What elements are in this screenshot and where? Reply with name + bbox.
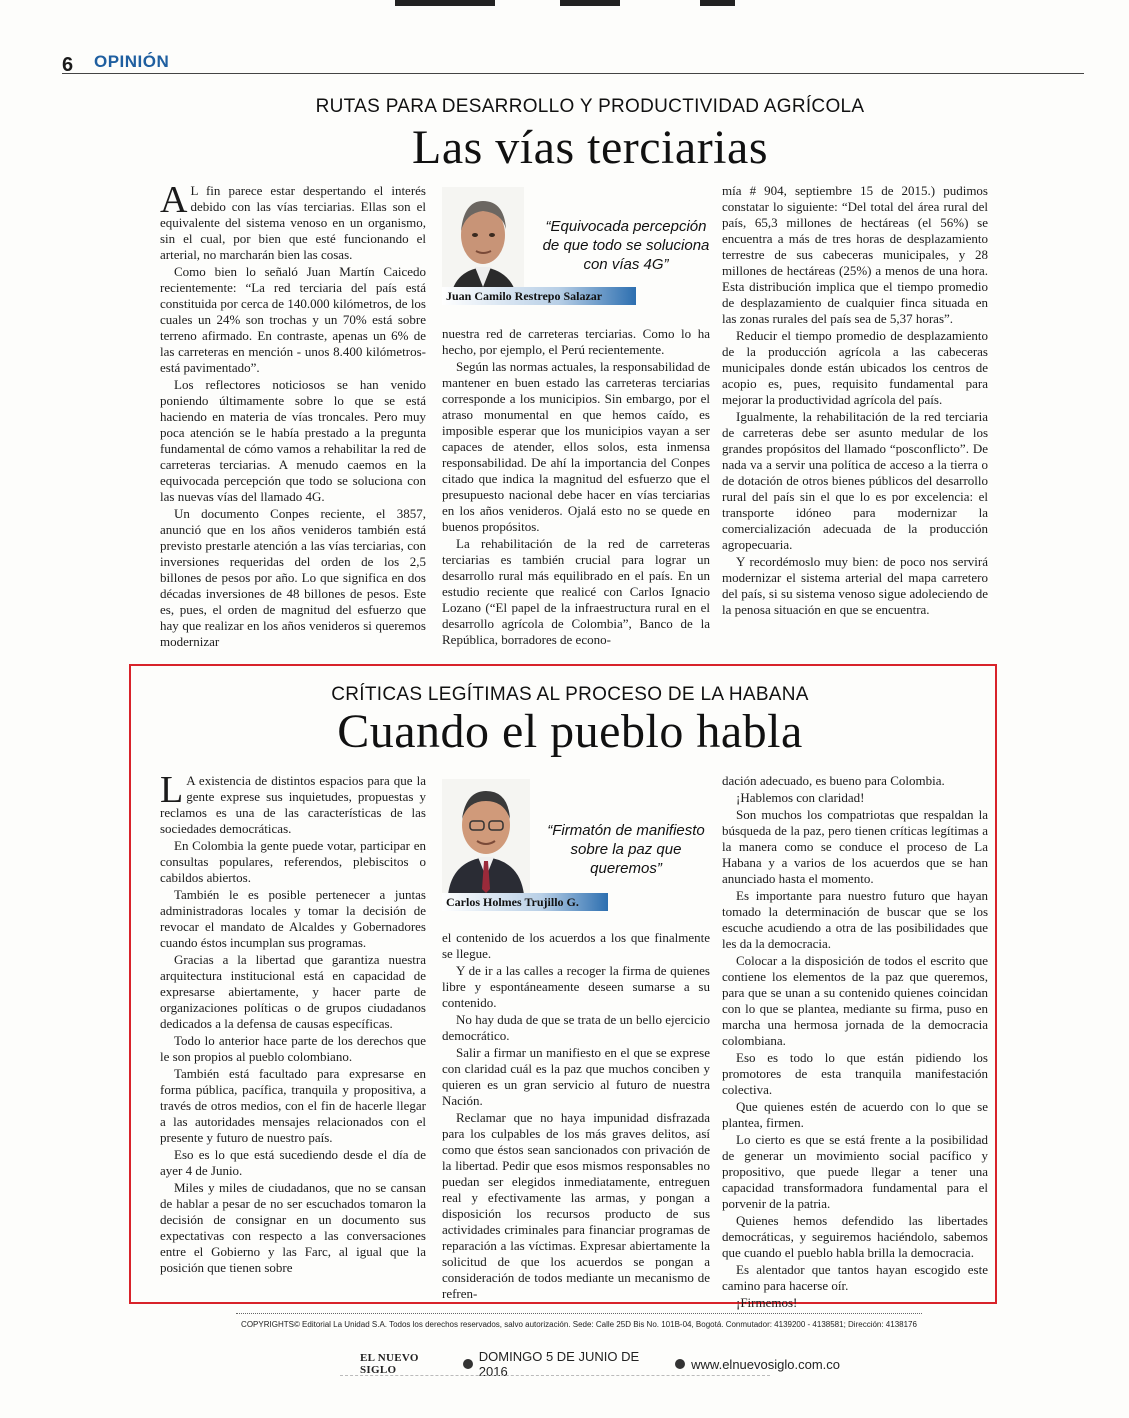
article2-quote-box [442,777,710,909]
paragraph: Y de ir a las calles a recoger la firma de quienes libre y espontáneamente deseen sumarse a su contenido. [442,963,710,1010]
paragraph: Reducir el tiempo promedio de desplazamiento de la producción agrícola a las cabeceras municipales donde están ubicados los centros de acopio es, pues, requisito fundamental para mejorar la productividad agrícola del país. [722,328,988,407]
article2-column-2 [442,930,710,1303]
paragraph: mía # 904, septiembre 15 de 2015.) pudimos constatar lo siguiente: “Del total del área rural del país, 65,3 millones de hectáreas (el 56%) se encuentra a más de tres horas de desplazamiento terrestre de sus cabeceras municipales, y 28 millones de hectáreas (25%) a menos de una hora. Esta distribución implica que el tiempo promedio de desplazamiento de cualquier finca situada en las zonas rurales del país sea de 5,37 horas”. [722,183,988,326]
paragraph: el contenido de los acuerdos a los que finalmente se llegue. [442,930,710,961]
article2-col1-first: A existencia de distintos espacios para que la gente exprese sus inquietudes, propuestas y reclamos es una de las características de las sociedades democráticas. [160,773,426,836]
footer-date: DOMINGO 5 DE JUNIO DE 2016 [478,1349,640,1379]
article1-byline: Juan Camilo Restrepo Salazar [442,287,636,305]
paragraph: nuestra red de carreteras terciarias. Como lo ha hecho, por ejemplo, el Perú recientemente. [442,326,710,357]
article1-dropcap: A [160,179,188,221]
article2-column-1 [160,769,426,1277]
paragraph: Salir a firmar un manifiesto en el que se exprese con claridad cuál es la paz que muchos conciben y quieren es un gran servicio al futuro de nuestra Nación. [442,1045,710,1108]
page-footer [360,1349,840,1379]
bullet-icon [463,1359,473,1369]
paragraph: Según las normas actuales, la responsabilidad de mantener en buen estado las carreteras terciarias corresponde a los municipios. Sin embargo, por el atraso monumental en que hemos caído, es imposible esperar que los municipios vayan a ser capaces de atender, ellos solos, esta inmensa responsabilidad. De ahí la importancia del Conpes citado que indica la magnitud del esfuerzo que el presupuesto nacional debe hacer en vías terciarias en los años venideros. Ojalá esto no se quede en buenos propósitos. [442,359,710,534]
paragraph: Eso es lo que está sucediendo desde el día de ayer 4 de Junio. [160,1147,426,1178]
paragraph: Quienes hemos defendido las libertades democráticas, y seguiremos haciéndolo, sabemos que cuando el pueblo habla brilla la democracia. [722,1213,988,1260]
paragraph: ¡Firmemos! [736,1295,798,1310]
paragraph: La rehabilitación de la red de carreteras terciarias es también crucial para lograr un desarrollo rural más equilibrado en el país. En un estudio reciente que realicé con Carlos Ignacio Lozano (“El papel de la infraestructura rural en el desarrollo agrícola de Colombia”, Banco de la República, borradores de econo- [442,536,710,647]
paragraph: Y recordémoslo muy bien: de poco nos servirá modernizar el sistema arterial del mapa carretero del país, si su sistema venoso sigue adoleciendo de la penosa situación en que se encuentra. [722,554,988,617]
paragraph: Que quienes estén de acuerdo con lo que se plantea, firmen. [722,1099,988,1130]
article1-column-2 [442,326,710,649]
paragraph: Es importante para nuestro futuro que hayan tomado la determinación de buscar que se los escuche acudiendo a otra de las posibilidades que les da la democracia. [722,888,988,951]
paragraph: Igualmente, la rehabilitación de la red terciaria de carreteras debe ser asunto medular de los grandes propósitos del llamado “posconflicto”. De nada va a servir una política de acceso a la tierra o de dotación de otros bienes públicos del desarrollo rural del país sin el que lo es por excelencia: el transporte idóneo para modernizar la comercialización adecuada de la producción agropecuaria. [722,409,988,552]
paragraph: Eso es todo lo que están pidiendo los promotores de esta tranquila manifestación colectiva. [722,1050,988,1097]
footer-rule [340,1375,770,1381]
page-header [62,50,1084,74]
article2-headline: Cuando el pueblo habla [337,705,803,758]
article1-quote-box [442,183,710,311]
portrait-photo [442,779,530,895]
article1-kicker: RUTAS PARA DESARROLLO Y PRODUCTIVIDAD AGRÍCOLA [315,96,865,117]
paragraph: Es alentador que tantos hayan escogido este camino para hacerse oír. [722,1262,988,1293]
paragraph: ¡Hablemos con claridad! [736,790,865,805]
paragraph: Gracias a la libertad que garantiza nuestra arquitectura institucional está en capacidad de expresarse abiertamente, y hacer parte de organizaciones políticas o de grupos ciudadanos dedicados a la defensa de causas específicas. [160,952,426,1031]
copyright-notice: COPYRIGHTS© Editorial La Unidad S.A. Todos los derechos reservados, salvo autorización. Sede: Calle 25D Bis No. 101B-04, Bogotá. Conmutador: 4139200 - 4138581; Dirección: 4138176 [236,1313,922,1329]
paragraph: Como bien lo señaló Juan Martín Caicedo recientemente: “La red terciaria del país está constituida por cerca de 140.000 kilómetros, de los cuales un 24% son trochas y un 70% está sobre terreno afirmado. En contraste, apenas un 6% de las carreteras en mención - unos 8.400 kilómetros- está pavimentado”. [160,264,426,375]
paragraph: En Colombia la gente puede votar, participar en consultas populares, referendos, plebiscitos o cabildos abiertos. [160,838,426,885]
paragraph: Un documento Conpes reciente, el 3857, anunció que en los años venideros también está previsto prestarle atención a las vías terciarias, con inversiones requeridas del orden de los 2,5 billones de pesos por año. Lo que significa en dos décadas inversiones de 48 billones de pesos. Este es, pues, el orden de magnitud del esfuerzo que hay que realizar en los años venideros si queremos modernizar [160,506,426,649]
paragraph: Todo lo anterior hace parte de los derechos que le son propios al pueblo colombiano. [160,1033,426,1064]
paragraph: Lo cierto es que se está frente a la posibilidad de generar un movimiento social pacífico y propositivo, que puede llegar a tener una capacidad transformadora fundamental para el porvenir de la patria. [722,1132,988,1211]
section-name: OPINIÓN [94,52,170,71]
paragraph: Los reflectores noticiosos se han venido poniendo últimamente sobre lo que se está haciendo en materia de vías troncales. Pero muy poca atención se le había prestado a la pregunta fundamental de cómo vamos a rehabilitar la red de carreteras terciarias. A menudo caemos en la equivocada percepción que todo se soluciona con las nuevas vías del llamado 4G. [160,377,426,504]
article2-pull-quote: “Firmatón de manifiesto sobre la paz que queremos” [547,822,705,877]
paragraph: Reclamar que no haya impunidad disfrazada para los culpables de los más graves delitos, así como que éstos sean sancionados con privación de la libertad. Pedir que esos mismos responsables no puedan ser elegidos inmediatamente, entreguen real y efectivamente las armas, y pongan a disposición los recursos producto de sus actividades criminales para financiar programas de reparación a las víctimas. Expresar abiertamente la solicitud de que los acuerdos se pongan a consideración de todos mediante un mecanismo de refren- [442,1110,710,1301]
article1-headline: Las vías terciarias [412,121,768,174]
paragraph: dación adecuado, es bueno para Colombia. [722,773,945,788]
article1-pull-quote: “Equivocada percepción de que todo se soluciona con vías 4G” [542,218,710,273]
article1-column-1 [160,179,426,651]
paragraph: Son muchos los compatriotas que respaldan la búsqueda de la paz, pero tienen críticas legítimas a la manera como se conduce el proceso de La Habana y a varios de los acuerdos que se han anunciado hasta el momento. [722,807,988,886]
article2-dropcap: L [160,769,184,811]
page-number: 6 [62,54,74,76]
paragraph: Colocar a la disposición de todos el escrito que contiene los elementos de la paz que queremos, para que se unan a su contenido quienes coincidan con lo que se plantea, mediante su firma, puso en marcha una hermosa jornada de la democracia colombiana. [722,953,988,1048]
article1-col1-first: L fin parece estar despertando el interés debido con las vías terciarias. Ellas son el equivalente del sistema venoso en un organismo, sin el cual, por bien que esté funcionando el arterial, no marcharán bien las cosas. [160,183,426,262]
bullet-icon [675,1359,685,1369]
paragraph: También está facultado para expresarse en forma pública, pacífica, tranquila y propositiva, a través de otros medios, con el fin de hacerle llegar a las autoridades mensajes relacionados con el presente y futuro de nuestro país. [160,1066,426,1145]
top-rule [0,0,1129,8]
paragraph: Miles y miles de ciudadanos, que no se cansan de hablar a pesar de no ser escuchados tomaron la decisión de consignar en un documento sus expectativas con respecto a las conversaciones entre el Gobierno y las Farc, al igual que la posición que tienen sobre [160,1180,426,1275]
article2-column-3 [722,773,988,1312]
footer-url[interactable]: www.elnuevosiglo.com.co [691,1356,840,1372]
portrait-photo [442,187,524,303]
article2-kicker: CRÍTICAS LEGÍTIMAS AL PROCESO DE LA HABANA [331,684,809,705]
paragraph: También le es posible pertenecer a juntas administradoras locales y tomar la decisión de revocar el mandato de Alcaldes y Gobernadores cuando éstos incumplan sus programas. [160,887,426,950]
article1-column-3 [722,183,988,619]
article2-byline: Carlos Holmes Trujillo G. [442,893,608,911]
newspaper-logo: EL NUEVO SIGLO [360,1352,419,1376]
paragraph: No hay duda de que se trata de un bello ejercicio democrático. [442,1012,710,1043]
